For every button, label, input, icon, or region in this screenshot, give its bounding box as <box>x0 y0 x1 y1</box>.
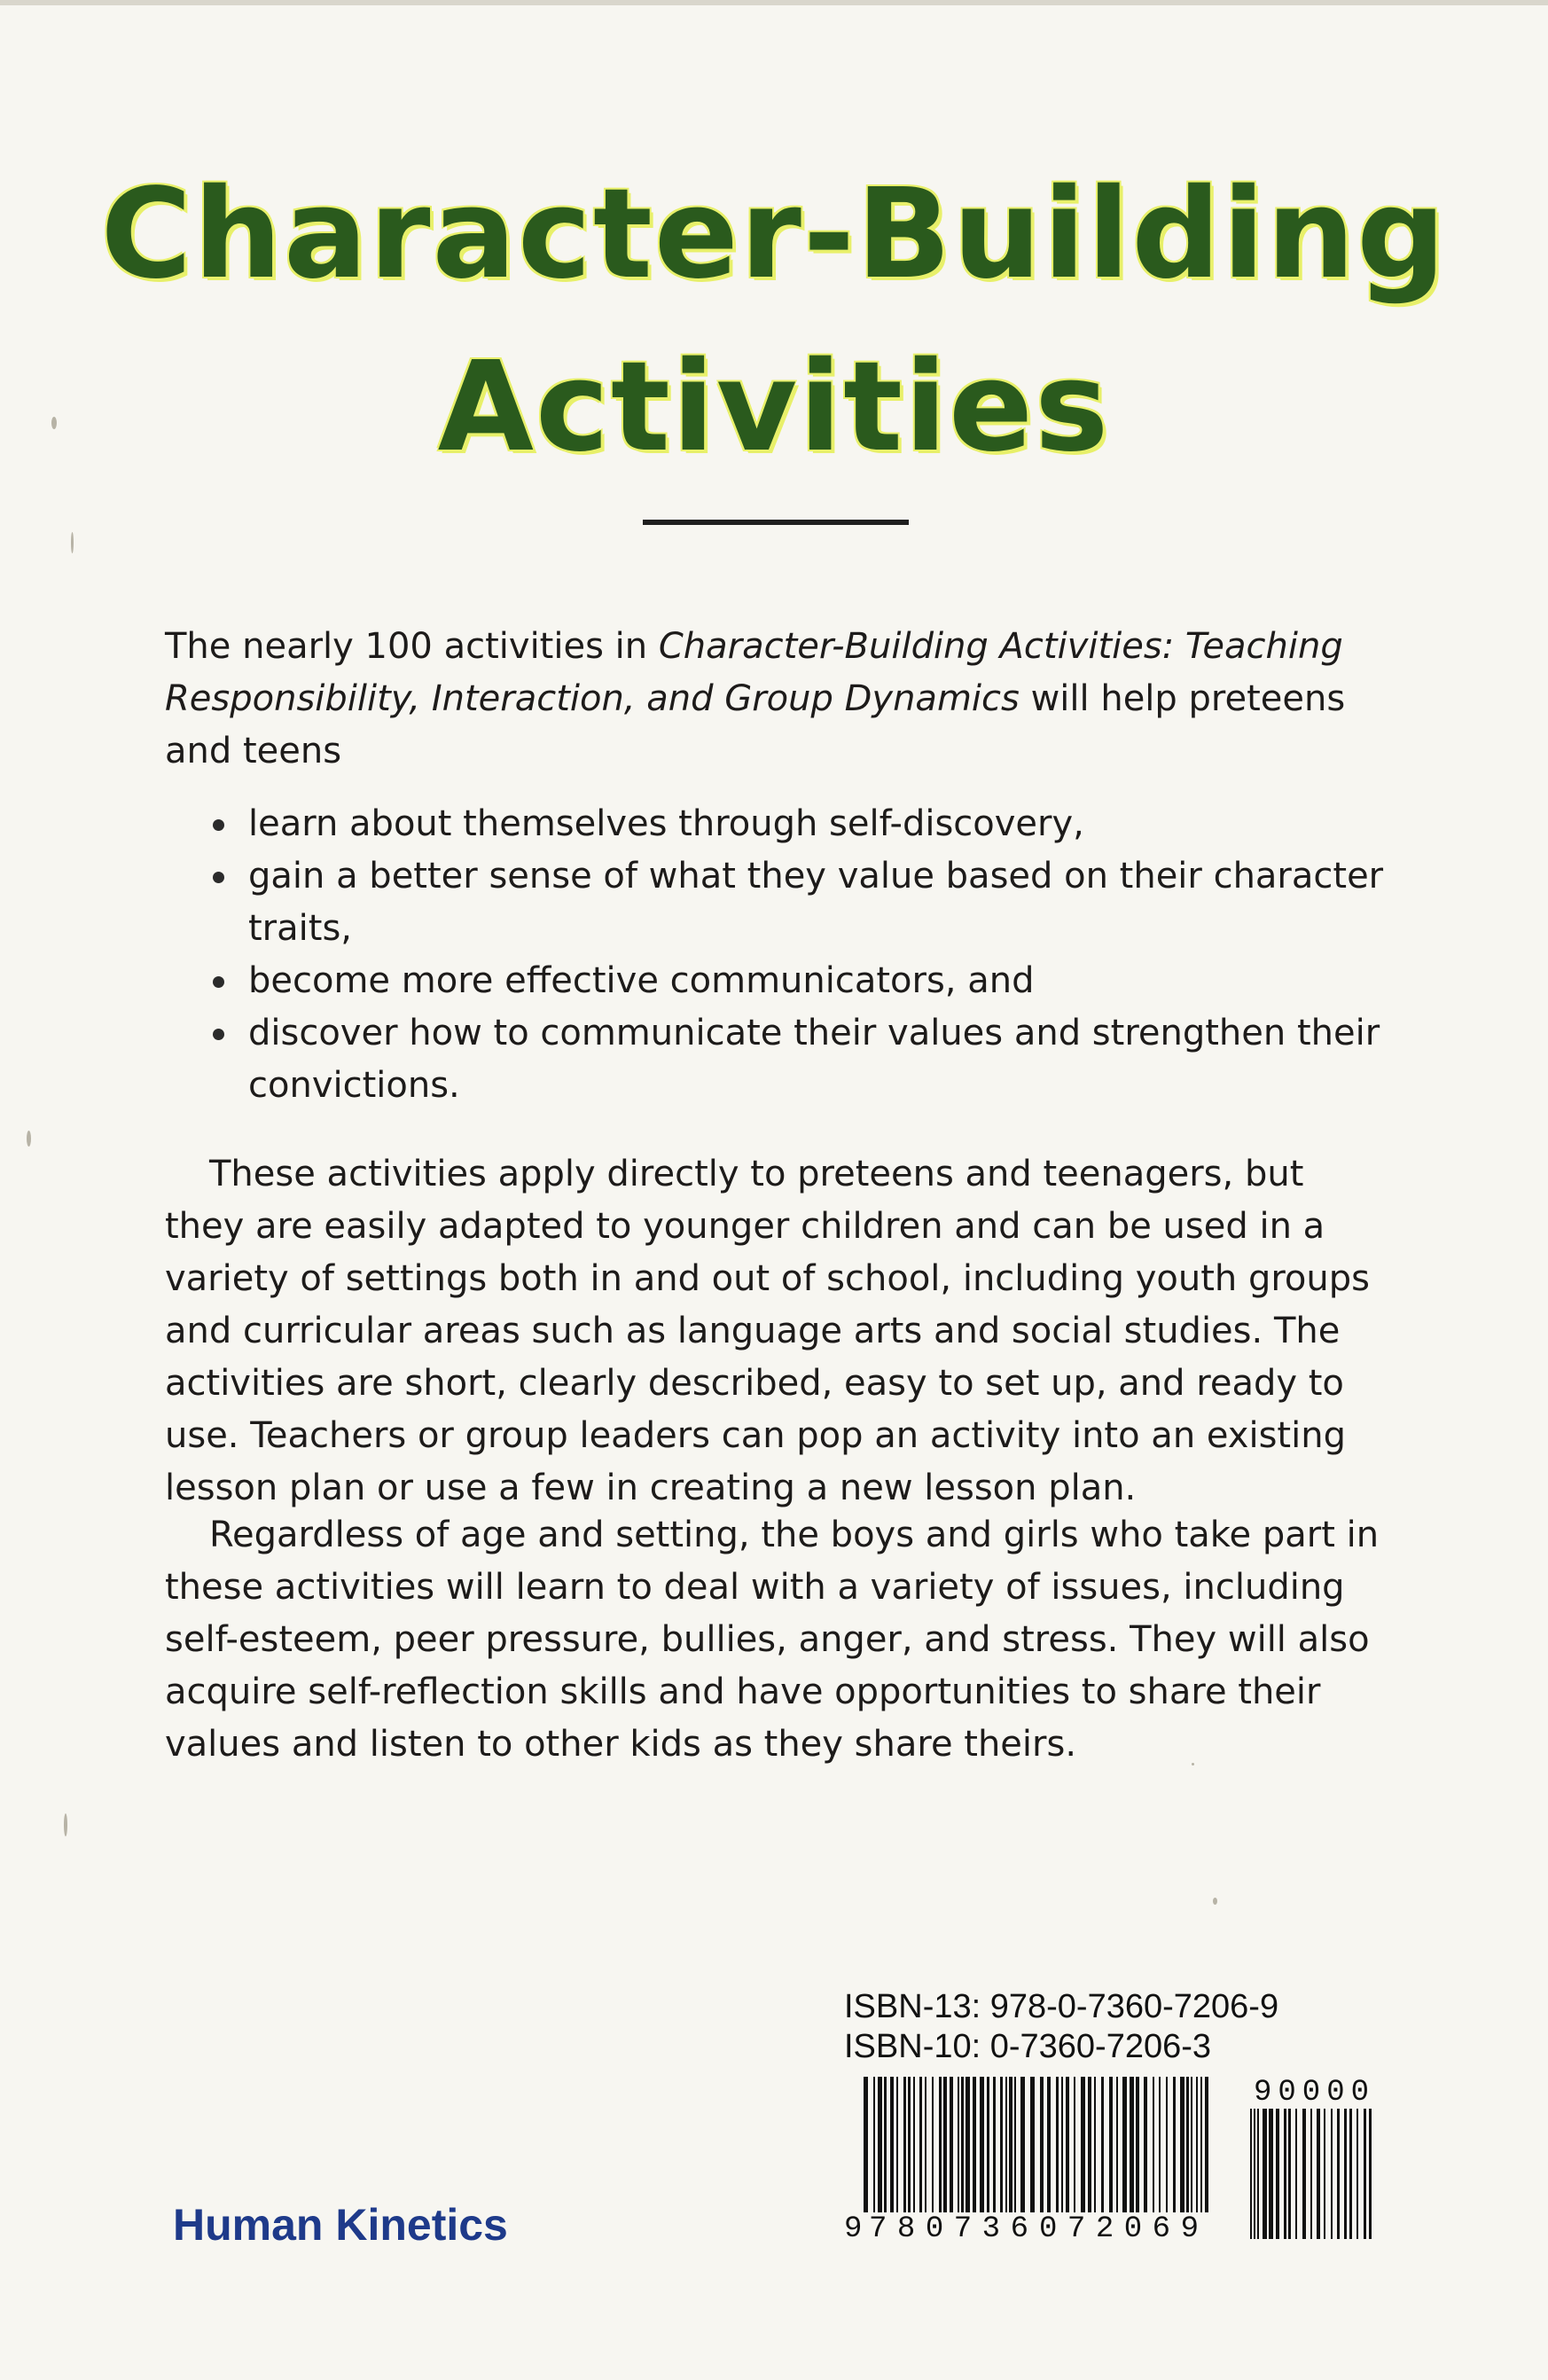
list-item-text: become more effective communicators, and <box>248 960 1035 1001</box>
barcode-bar <box>1324 2109 1325 2239</box>
barcode-bar <box>1014 2077 1016 2212</box>
barcode-bar <box>864 2077 868 2212</box>
barcode-bar <box>980 2077 984 2212</box>
barcode-bar <box>1196 2077 1198 2212</box>
intro-before: The nearly 100 activities in <box>165 626 659 667</box>
barcode-bar <box>961 2077 964 2212</box>
barcode-bar <box>1205 2077 1208 2212</box>
intro-after: will help preteens and teens <box>165 678 1346 771</box>
description-paragraph-1: These activities apply directly to preteens and teenagers, but they are easily adapted to younger children and can be used in a variety of settings both in and out of school, including youth groups and curricular areas such as language arts and social studies. The activities are short, clearly described, easy to set up, and ready to use. Teachers or group leaders can pop an activity into an existing lesson plan or use a few in creating a new lesson plan. <box>165 1154 1370 1508</box>
barcode-bar <box>1061 2077 1063 2212</box>
barcode-bar <box>1030 2077 1035 2212</box>
scan-speck <box>51 417 57 429</box>
title-divider <box>643 520 909 525</box>
cover-top-edge <box>0 0 1548 5</box>
barcode-bar <box>1263 2109 1267 2239</box>
benefits-list <box>206 798 1385 1112</box>
barcode-bar <box>1344 2109 1347 2239</box>
description-paragraph-2: Regardless of age and setting, the boys and girls who take part in these activities will learn to deal with a variety of issues, including self-esteem, peer pressure, bullies, anger, and stress. They will also acquire self-reflection skills and have opportunities to share their values and listen to other kids as they share theirs. <box>165 1515 1380 1765</box>
barcode-bar <box>1331 2109 1333 2239</box>
barcode-bar <box>1250 2109 1252 2239</box>
barcode-bar <box>1101 2077 1104 2212</box>
barcode-bar <box>1356 2109 1358 2239</box>
list-item <box>206 850 1385 955</box>
bullet-icon <box>213 1029 224 1040</box>
barcode-bar <box>1122 2077 1127 2212</box>
barcode-bar <box>973 2077 976 2212</box>
barcode <box>844 2066 1376 2243</box>
barcode-bar <box>987 2077 989 2212</box>
bullet-icon <box>213 872 224 883</box>
barcode-addon-digits: 90000 <box>1254 2076 1369 2110</box>
barcode-bar <box>884 2077 887 2212</box>
barcode-bar <box>1094 2077 1096 2212</box>
barcode-bar <box>1047 2077 1051 2212</box>
barcode-bar <box>932 2077 934 2212</box>
bullet-icon <box>213 976 224 988</box>
barcode-bar <box>1116 2077 1118 2212</box>
publisher-name: Human Kinetics <box>173 2200 508 2250</box>
list-item <box>206 798 1385 850</box>
barcode-bar <box>1254 2109 1255 2239</box>
barcode-bar <box>950 2077 953 2212</box>
barcode-bar <box>939 2077 942 2212</box>
barcode-bar <box>1302 2109 1306 2239</box>
title-line-1: Character-Building <box>100 162 1448 307</box>
scan-speck <box>1192 1763 1194 1765</box>
isbn-10-label: ISBN-10: 0-7360-7206-3 <box>844 2028 1212 2065</box>
barcode-bar <box>908 2077 911 2212</box>
barcode-bar <box>966 2077 970 2212</box>
barcode-bar <box>890 2077 894 2212</box>
title-line-2: Activities <box>437 335 1111 480</box>
barcode-bar <box>1364 2109 1366 2239</box>
barcode-bar <box>1066 2077 1069 2212</box>
list-item <box>206 955 1385 1007</box>
list-item-text: discover how to communicate their values and strengthen their convictions. <box>248 1013 1380 1106</box>
barcode-bar <box>1257 2109 1259 2239</box>
barcode-bar <box>1088 2077 1091 2212</box>
barcode-bar <box>1159 2077 1161 2212</box>
barcode-digits-group-1: 780736 <box>869 2212 1028 2243</box>
barcode-bar <box>903 2077 906 2212</box>
barcode-bar <box>1200 2077 1202 2212</box>
barcode-bar <box>1337 2109 1340 2239</box>
barcode-bar <box>1288 2109 1291 2239</box>
scan-speck <box>1213 1898 1217 1905</box>
barcode-digits-group-2: 072069 <box>1039 2212 1199 2243</box>
barcode-bar <box>1166 2077 1168 2212</box>
bullet-icon <box>213 819 224 831</box>
barcode-addon-bars <box>1250 2109 1372 2239</box>
list-item-text: gain a better sense of what they value based on their character traits, <box>248 856 1384 949</box>
barcode-bar <box>1269 2109 1273 2239</box>
intro-paragraph <box>165 621 1388 778</box>
barcode-bar <box>913 2077 915 2212</box>
barcode-bar <box>1191 2077 1192 2212</box>
barcode-bar <box>958 2077 959 2212</box>
barcode-bar <box>1276 2109 1279 2239</box>
barcode-bar <box>925 2077 926 2212</box>
barcode-bar <box>1130 2077 1134 2212</box>
barcode-bar <box>1317 2109 1320 2239</box>
barcode-bar <box>993 2077 996 2212</box>
barcode-bar <box>1081 2077 1085 2212</box>
barcode-bar <box>1056 2077 1059 2212</box>
barcode-bar <box>1284 2109 1286 2239</box>
isbn-13-label: ISBN-13: 978-0-7360-7206-9 <box>844 1988 1279 2025</box>
barcode-bar <box>919 2077 922 2212</box>
list-item-text: learn about themselves through self-discovery, <box>248 803 1084 844</box>
barcode-bar <box>1173 2077 1176 2212</box>
barcode-lead-digit: 9 <box>844 2212 863 2243</box>
barcode-bar <box>1153 2077 1154 2212</box>
barcode-bar <box>1020 2077 1025 2212</box>
barcode-bar <box>1109 2077 1113 2212</box>
barcode-bar <box>1310 2109 1312 2239</box>
barcode-bar <box>1136 2077 1139 2212</box>
barcode-bar <box>873 2077 875 2212</box>
barcode-bar <box>1295 2109 1297 2239</box>
barcode-bar <box>1009 2077 1012 2212</box>
barcode-bar <box>1349 2109 1352 2239</box>
barcode-bar <box>1186 2077 1189 2212</box>
barcode-bar <box>1180 2077 1184 2212</box>
scan-speck <box>71 532 74 553</box>
barcode-bar <box>943 2077 947 2212</box>
barcode-bar <box>1040 2077 1044 2212</box>
barcode-bar <box>1144 2077 1147 2212</box>
barcode-bar <box>896 2077 898 2212</box>
intro-book-title: Character-Building Activities: Teaching Responsibility, Interaction, and Group Dynamics <box>165 626 1343 719</box>
scan-speck <box>64 1813 67 1836</box>
barcode-bar <box>1369 2109 1372 2239</box>
barcode-bar <box>1074 2077 1075 2212</box>
barcode-bar <box>1000 2077 1003 2212</box>
barcode-bar <box>878 2077 882 2212</box>
barcode-bar <box>1005 2077 1007 2212</box>
scan-speck <box>27 1131 31 1147</box>
list-item <box>206 1007 1385 1112</box>
barcode-main-bars <box>864 2077 1208 2212</box>
